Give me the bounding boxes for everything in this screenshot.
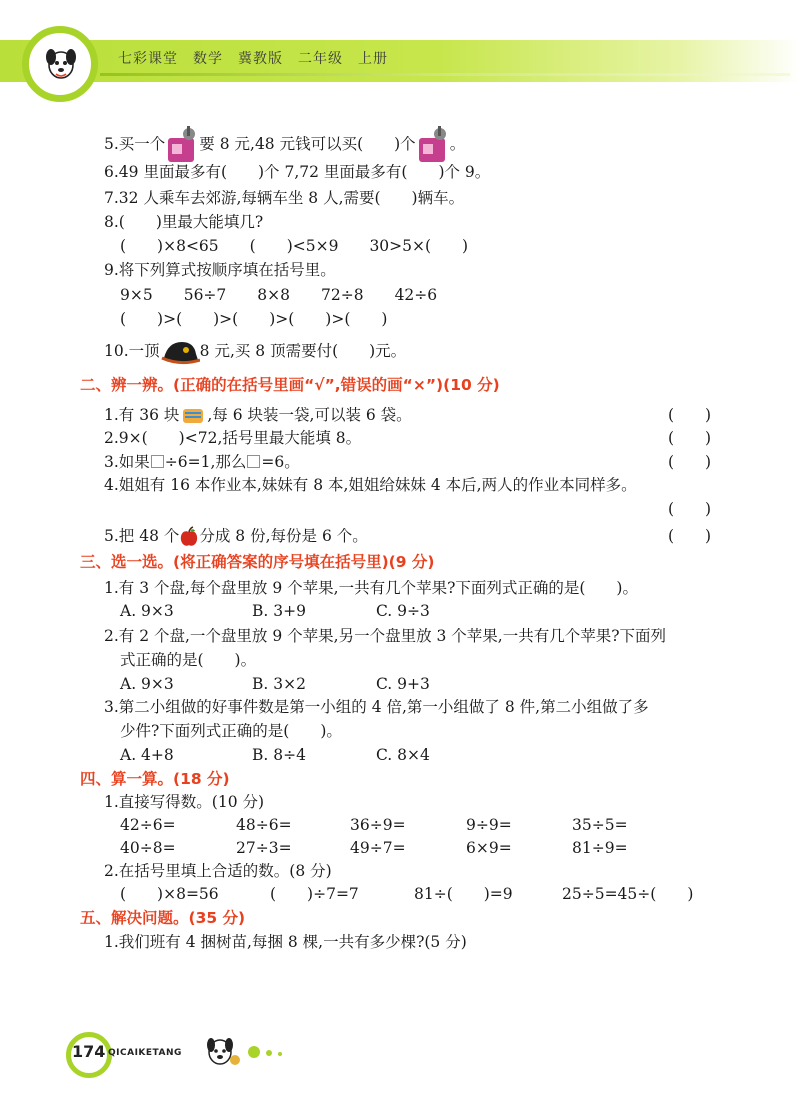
pencil-sharpener-icon: [416, 124, 450, 166]
section-3-title: 三、选一选。(将正确答案的序号填在括号里)(9 分): [80, 553, 435, 571]
calc-row-2-item-3: 49÷7=: [350, 839, 406, 857]
choice-q2-option-b: B. 3×2: [252, 675, 306, 693]
choice-q2-line-1: 2.有 2 个盘,一个盘里放 9 个苹果,另一个盘里放 3 个苹果,一共有几个苹果?下面列: [104, 627, 667, 645]
fill-item-1: ( )×8=56: [120, 885, 219, 903]
calc-row-2-item-2: 27÷3=: [236, 839, 292, 857]
calc-row-1-item-5: 35÷5=: [572, 816, 628, 834]
cap-icon: [160, 338, 200, 366]
calc-row-2-item-1: 40÷8=: [120, 839, 176, 857]
judge-item-5: 5.把 48 个 分成 8 份,每份是 6 个。: [104, 525, 368, 548]
problem-q1: 1.我们班有 4 捆树苗,每捆 8 棵,一共有多少棵?(5 分): [104, 933, 467, 951]
choice-q1-option-c: C. 9÷3: [376, 602, 430, 620]
page-number: 174: [72, 1042, 106, 1061]
calc-row-1-item-3: 36÷9=: [350, 816, 406, 834]
question-7: 7.32 人乘车去郊游,每辆车坐 8 人,需要( )辆车。: [104, 189, 465, 207]
fill-item-2: ( )÷7=7: [270, 885, 359, 903]
section-5-title: 五、解决问题。(35 分): [80, 909, 246, 927]
pencil-sharpener-icon: [165, 124, 199, 166]
question-9-expressions: 9×5 56÷7 8×8 72÷8 42÷6: [120, 286, 438, 304]
question-6: 6.49 里面最多有( )个 7,72 里面最多有( )个 9。: [104, 163, 491, 181]
candy-icon: [179, 405, 207, 427]
fill-item-3: 81÷( )=9: [414, 885, 513, 903]
judge-item-2: 2.9×( )<72,括号里最大能填 8。: [104, 429, 362, 447]
calc-row-2-item-5: 81÷9=: [572, 839, 628, 857]
answer-paren-3[interactable]: ( ): [668, 453, 712, 471]
question-8-items: ( )×8<65 ( )<5×9 30>5×( ): [120, 237, 469, 255]
cartoon-dog-footer-icon: [200, 1032, 242, 1072]
question-9-order: ( )>( )>( )>( )>( ): [120, 310, 388, 328]
choice-q1-option-a: A. 9×3: [120, 602, 174, 620]
judge-item-3: 3.如果 ÷6=1,那么 =6。: [104, 453, 300, 471]
calc-q2: 2.在括号里填上合适的数。(8 分): [104, 862, 332, 880]
question-8: 8.( )里最大能填几?: [104, 213, 264, 231]
footer-brand: QICAIKETANG: [108, 1048, 182, 1058]
blank-box-icon: [151, 455, 164, 468]
choice-q2-option-c: C. 9+3: [376, 675, 430, 693]
choice-q3-option-b: B. 8÷4: [252, 746, 306, 764]
answer-paren-4[interactable]: ( ): [668, 500, 712, 518]
choice-q2-line-2: 式正确的是( )。: [120, 651, 257, 669]
header-badge: [22, 26, 98, 102]
header-title: 七彩课堂 数学 冀教版 二年级 上册: [118, 51, 388, 67]
question-5: 5.买一个 要 8 元,48 元钱可以买( )个 。: [104, 124, 465, 166]
judge-item-1: 1.有 36 块 ,每 6 块装一袋,可以装 6 袋。: [104, 404, 412, 427]
question-10: 10.一顶 8 元,买 8 顶需要付( )元。: [104, 338, 406, 366]
choice-q3-option-c: C. 8×4: [376, 746, 430, 764]
choice-q1: 1.有 3 个盘,每个盘里放 9 个苹果,一共有几个苹果?下面列式正确的是( )。: [104, 579, 638, 597]
calc-q1: 1.直接写得数。(10 分): [104, 793, 265, 811]
choice-q3-line-1: 3.第二小组做的好事件数是第一小组的 4 倍,第一小组做了 8 件,第二小组做了多: [104, 698, 649, 716]
blank-box-icon: [247, 455, 260, 468]
choice-q3-option-a: A. 4+8: [120, 746, 174, 764]
section-4-title: 四、算一算。(18 分): [80, 770, 230, 788]
decor-dot-medium: [266, 1050, 272, 1056]
calc-row-1-item-4: 9÷9=: [466, 816, 512, 834]
choice-q2-option-a: A. 9×3: [120, 675, 174, 693]
answer-paren-1[interactable]: ( ): [668, 406, 712, 424]
decor-dot-large: [248, 1046, 260, 1058]
cartoon-dog-icon: [43, 45, 79, 83]
question-9: 9.将下列算式按顺序填在括号里。: [104, 261, 336, 279]
choice-q1-option-b: B. 3+9: [252, 602, 306, 620]
section-2-title: 二、辨一辨。(正确的在括号里画“√”,错误的画“×”)(10 分): [80, 376, 500, 394]
calc-row-1-item-1: 42÷6=: [120, 816, 176, 834]
answer-paren-5[interactable]: ( ): [668, 527, 712, 545]
apple-icon: [179, 526, 199, 548]
judge-item-4: 4.姐姐有 16 本作业本,妹妹有 8 本,姐姐给妹妹 4 本后,两人的作业本同样多。: [104, 476, 637, 494]
fill-item-4: 25÷5=45÷( ): [562, 885, 694, 903]
answer-paren-2[interactable]: ( ): [668, 429, 712, 447]
calc-row-2-item-4: 6×9=: [466, 839, 512, 857]
choice-q3-line-2: 少件?下面列式正确的是( )。: [120, 722, 342, 740]
calc-row-1-item-2: 48÷6=: [236, 816, 292, 834]
header-rule: [100, 73, 790, 76]
decor-dot-small: [278, 1052, 282, 1056]
